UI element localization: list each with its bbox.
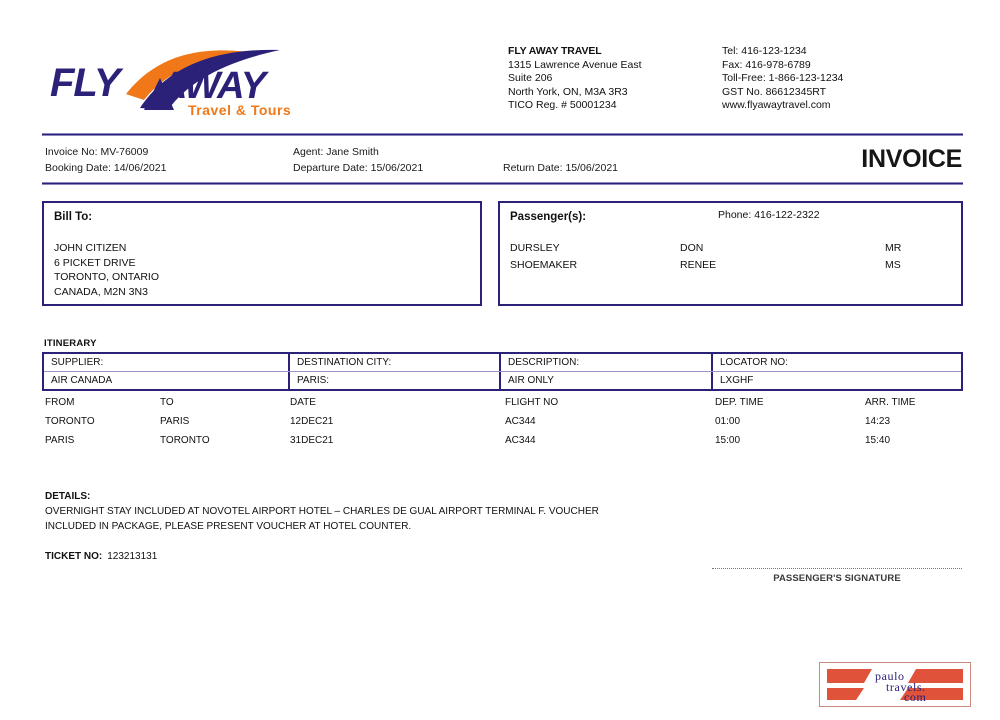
flight-date: 12DEC21 bbox=[290, 416, 334, 427]
company-address-line2: Suite 206 bbox=[508, 72, 553, 84]
details-title: DETAILS: bbox=[45, 491, 91, 502]
return-date: Return Date: 15/06/2021 bbox=[503, 162, 618, 174]
table-row bbox=[45, 414, 965, 433]
company-address-line1: 1315 Lawrence Avenue East bbox=[508, 58, 642, 71]
itinerary-header-row bbox=[44, 354, 961, 372]
ticket-number-value: 123213131 bbox=[107, 551, 158, 562]
itinerary-header-locator: LOCATOR NO: bbox=[720, 356, 788, 368]
itinerary-header-destination: DESTINATION CITY: bbox=[290, 354, 501, 371]
flight-to: TORONTO bbox=[160, 435, 210, 446]
details-line: INCLUDED IN PACKAGE, PLEASE PRESENT VOUCHER AT HOTEL COUNTER. bbox=[45, 520, 412, 532]
invoice-meta-column-right bbox=[503, 160, 618, 176]
company-fax: Fax: 416-978-6789 bbox=[722, 58, 811, 71]
table-row bbox=[510, 259, 950, 276]
flight-header-row bbox=[45, 395, 965, 414]
passengers-table bbox=[510, 242, 950, 276]
booking-date: Booking Date: 14/06/2021 bbox=[45, 162, 167, 174]
company-address-line3: North York, ON, M3A 3R3 bbox=[508, 85, 628, 98]
itinerary-value-supplier: AIR CANADA bbox=[44, 372, 290, 390]
flight-header-arr-time: ARR. TIME bbox=[865, 397, 916, 408]
bill-to-line: TORONTO, ONTARIO bbox=[54, 271, 160, 283]
company-gst-number: GST No. 86612345RT bbox=[722, 85, 827, 98]
flight-header-date: DATE bbox=[290, 397, 316, 408]
ticket-number-label: TICKET NO: bbox=[45, 551, 103, 562]
invoice-meta-column-middle bbox=[293, 144, 423, 176]
header-divider-top bbox=[42, 133, 963, 136]
passenger-title: MS bbox=[885, 259, 901, 271]
itinerary-value-row bbox=[44, 372, 961, 390]
company-tico-registration: TICO Reg. # 50001234 bbox=[508, 99, 617, 111]
details-line: OVERNIGHT STAY INCLUDED AT NOVOTEL AIRPORT HOTEL – CHARLES DE GUAL AIRPORT TERMINAL F. VOUCHER bbox=[45, 506, 599, 517]
passenger-last-name: DURSLEY bbox=[510, 242, 560, 254]
signature-line[interactable] bbox=[712, 568, 962, 569]
itinerary-header-description: DESCRIPTION: bbox=[501, 354, 713, 371]
passenger-last-name: SHOEMAKER bbox=[510, 259, 578, 271]
flight-header-flight-no: FLIGHT NO bbox=[505, 397, 559, 408]
invoice-meta-column-left bbox=[45, 144, 166, 176]
flight-to: PARIS bbox=[160, 416, 190, 427]
itinerary-value-locator: LXGHF bbox=[720, 374, 754, 386]
bill-to-title: Bill To: bbox=[54, 211, 93, 223]
svg-text:com: com bbox=[904, 690, 927, 704]
passengers-title: Passenger(s): bbox=[510, 211, 587, 223]
passenger-first-name: RENEE bbox=[680, 259, 717, 271]
itinerary-header-supplier: SUPPLIER: bbox=[44, 354, 290, 371]
company-address-block bbox=[508, 45, 642, 113]
flight-number: AC344 bbox=[505, 435, 536, 446]
watermark-graphic bbox=[820, 663, 970, 706]
company-logo bbox=[48, 48, 318, 120]
company-telephone: Tel: 416-123-1234 bbox=[722, 45, 807, 57]
flight-number: AC344 bbox=[505, 416, 536, 427]
svg-text:FLY: FLY bbox=[50, 61, 120, 105]
flight-segments-table bbox=[45, 395, 965, 452]
bill-to-line: JOHN CITIZEN bbox=[54, 242, 127, 254]
passenger-title: MR bbox=[885, 242, 902, 254]
company-toll-free: Toll-Free: 1-866-123-1234 bbox=[722, 72, 844, 84]
paulo-travels-watermark bbox=[819, 662, 971, 707]
bill-to-box bbox=[42, 201, 482, 306]
flight-dep-time: 01:00 bbox=[715, 416, 741, 427]
flight-arr-time: 15:40 bbox=[865, 435, 891, 446]
agent-name: Agent: Jane Smith bbox=[293, 146, 379, 158]
header-divider-bottom bbox=[42, 182, 963, 185]
logo-graphic bbox=[48, 48, 318, 120]
flight-dep-time: 15:00 bbox=[715, 435, 741, 446]
page-title: INVOICE bbox=[861, 145, 962, 173]
invoice-number: Invoice No: MV-76009 bbox=[45, 146, 149, 158]
details-section bbox=[45, 491, 745, 534]
flight-arr-time: 14:23 bbox=[865, 416, 891, 427]
departure-date: Departure Date: 15/06/2021 bbox=[293, 162, 424, 174]
bill-to-line: CANADA, M2N 3N3 bbox=[54, 285, 148, 298]
table-row bbox=[510, 242, 950, 259]
svg-text:AWAY: AWAY bbox=[160, 65, 266, 107]
svg-text:Travel & Tours: Travel & Tours bbox=[188, 102, 292, 118]
itinerary-value-description: AIR ONLY bbox=[501, 372, 713, 390]
bill-to-address bbox=[54, 241, 159, 299]
invoice-meta bbox=[45, 144, 965, 180]
itinerary-section-label: ITINERARY bbox=[44, 338, 97, 349]
signature-area bbox=[712, 568, 962, 584]
passenger-first-name: DON bbox=[680, 242, 704, 254]
svg-text:travels.: travels. bbox=[886, 680, 926, 694]
svg-text:paulo: paulo bbox=[875, 669, 905, 683]
flight-from: TORONTO bbox=[45, 416, 95, 427]
flight-from: PARIS bbox=[45, 435, 75, 446]
bill-to-line: 6 PICKET DRIVE bbox=[54, 256, 136, 269]
ticket-number-row bbox=[45, 551, 157, 562]
passenger-phone: Phone: 416-122-2322 bbox=[718, 209, 820, 221]
company-contact-block bbox=[722, 45, 843, 113]
flight-header-dep-time: DEP. TIME bbox=[715, 397, 764, 408]
itinerary-value-destination: PARIS: bbox=[290, 372, 501, 390]
company-website: www.flyawaytravel.com bbox=[722, 99, 831, 111]
company-name: FLY AWAY TRAVEL bbox=[508, 45, 602, 57]
flight-header-to: TO bbox=[160, 397, 174, 408]
flight-header-from: FROM bbox=[45, 397, 75, 408]
table-row bbox=[45, 433, 965, 452]
passengers-box bbox=[498, 201, 963, 306]
itinerary-table bbox=[42, 352, 963, 391]
signature-label: PASSENGER'S SIGNATURE bbox=[773, 573, 901, 584]
flight-date: 31DEC21 bbox=[290, 435, 334, 446]
details-body bbox=[45, 505, 745, 534]
